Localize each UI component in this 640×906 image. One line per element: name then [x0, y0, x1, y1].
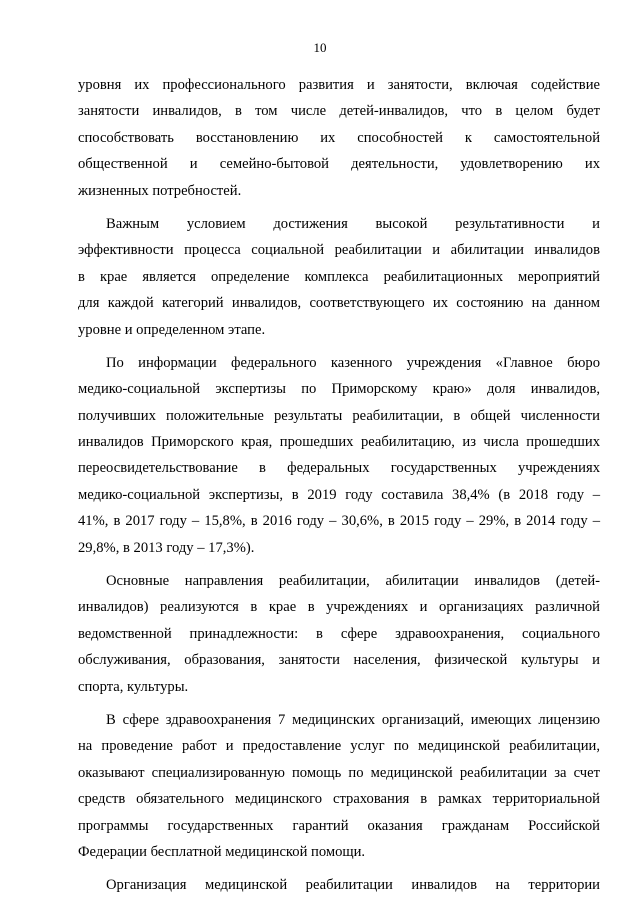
text-line: на проведение работ и предоставление услуг по медицинской реабилитации, [78, 738, 600, 755]
text-line: в крае является определение комплекса реабилитационных мероприятий [78, 268, 600, 285]
paragraph-1 [78, 72, 600, 204]
text-line: спорта, культуры. [78, 678, 189, 695]
paragraph-4 [78, 568, 600, 700]
text-line: Организация медицинской реабилитации инвалидов на территории [106, 877, 600, 894]
text-line: инвалидов) реализуются в крае в учреждениях и организациях различной [78, 599, 600, 616]
paragraph-5 [78, 707, 600, 865]
page-number: 10 [313, 40, 327, 55]
text-line: жизненных потребностей. [78, 182, 242, 199]
text-line: программы государственных гарантий оказания гражданам Российской [78, 817, 600, 834]
paragraph-6 [78, 872, 600, 898]
paragraph-3 [78, 350, 600, 561]
text-line: ведомственной принадлежности: в сфере здравоохранения, социального [78, 625, 600, 642]
text-line: По информации федерального казенного учреждения «Главное бюро [106, 354, 600, 371]
text-line: уровне и определенном этапе. [78, 321, 266, 338]
text-line: Основные направления реабилитации, абилитации инвалидов (детей- [106, 573, 600, 590]
text-line: для каждой категорий инвалидов, соответствующего их состоянию на данном [78, 295, 600, 312]
text-line: медико-социальной экспертизы по Приморскому краю» доля инвалидов, [78, 381, 600, 398]
text-line: Федерации бесплатной медицинской помощи. [78, 843, 366, 860]
text-line: общественной и семейно-бытовой деятельности, удовлетворению их [78, 156, 600, 173]
text-line: Важным условием достижения высокой результативности и [106, 215, 600, 232]
text-line: уровня их профессионального развития и занятости, включая содействие [78, 77, 600, 93]
paragraph-2 [78, 211, 600, 343]
text-line: 29,8%, в 2013 году – 17,3%). [78, 539, 255, 556]
text-line: В сфере здравоохранения 7 медицинских организаций, имеющих лицензию [106, 711, 600, 728]
text-line: занятости инвалидов, в том числе детей-инвалидов, что в целом будет [78, 103, 600, 120]
text-line: эффективности процесса социальной реабилитации и абилитации инвалидов [78, 242, 600, 259]
text-line: переосвидетельствование в федеральных государственных учреждениях [78, 460, 600, 477]
text-line: оказывают специализированную помощь по медицинской реабилитации за счет [78, 764, 600, 781]
text-line: средств обязательного медицинского страхования в рамках территориальной [78, 791, 600, 808]
document-body [78, 72, 600, 906]
text-line: способствовать восстановлению их способностей к самостоятельной [78, 129, 600, 146]
text-line: обслуживания, образования, занятости населения, физической культуры и [78, 652, 600, 669]
text-line: медико-социальной экспертизы, в 2019 году составила 38,4% (в 2018 году – [78, 486, 600, 503]
text-line: получивших положительные результаты реабилитации, в общей численности [78, 407, 600, 424]
text-line: инвалидов Приморского края, прошедших реабилитацию, из числа прошедших [78, 434, 600, 451]
text-line: 41%, в 2017 году – 15,8%, в 2016 году – 30,6%, в 2015 году – 29%, в 2014 году – [78, 513, 600, 530]
